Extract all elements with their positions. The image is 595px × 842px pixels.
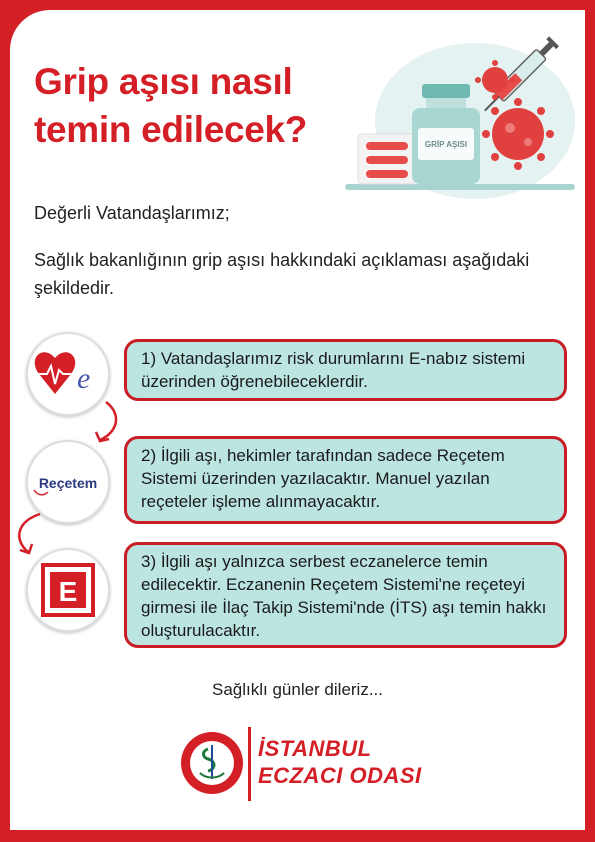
- vial-label: GRİP AŞISI: [424, 140, 468, 149]
- hero-ground: [345, 184, 575, 190]
- vaccine-illustration: [340, 16, 580, 201]
- step-1-text: 1) Vatandaşlarımız risk durumlarını E-nabız sistemi üzerinden öğrenebileceklerdir.: [141, 349, 526, 391]
- closing-text: Sağlıklı günler dileriz...: [211, 680, 384, 699]
- title-line-2: temin edilecek?: [34, 109, 308, 150]
- intro-text: Sağlık bakanlığının grip aşısı hakkındaki açıklaması aşağıdaki şekildedir.: [34, 250, 530, 298]
- step-1-box: [124, 339, 567, 401]
- step-2-box: [124, 436, 567, 524]
- pharmacy-e-icon: [26, 548, 110, 632]
- pharmacy-e-letter: E: [58, 576, 78, 607]
- greeting-text: Değerli Vatandaşlarımız;: [34, 203, 230, 223]
- eczaci-odasi-seal-icon: [180, 731, 244, 795]
- title-line-1: Grip aşısı nasıl: [34, 61, 293, 102]
- frame-left: [0, 0, 10, 842]
- svg-text:e: e: [77, 362, 91, 395]
- org-name-line-2: ECZACI ODASI: [258, 763, 422, 788]
- step-3-box: [124, 542, 567, 648]
- step-2-text: 2) İlgili aşı, hekimler tarafından sadece Reçetem Sistemi üzerinden yazılacaktır. Manuel yazılan reçeteler işleme alınmayacaktır.: [141, 446, 505, 511]
- org-name-line-1: İSTANBUL: [258, 736, 372, 761]
- curved-arrow-icon-2: [10, 512, 46, 562]
- virus-icon: [482, 98, 554, 170]
- org-divider: [248, 727, 251, 801]
- step-3-text: 3) İlgili aşı yalnızca serbest eczanelerce temin edilecektir. Eczanenin Reçetem Sistemi'ne reçeteyi girmesi ile İlaç Takip Sistemi'nde (İTS) aşı temin hakkı oluşturulacaktır.: [141, 552, 547, 640]
- poster-title: [34, 58, 307, 154]
- curved-arrow-icon: [92, 400, 126, 448]
- org-name: [258, 735, 422, 789]
- pill-pack-icon: [358, 134, 416, 184]
- frame-top: [0, 0, 595, 10]
- recetem-logo-text: Reçetem: [38, 475, 98, 491]
- frame-right: [585, 0, 595, 842]
